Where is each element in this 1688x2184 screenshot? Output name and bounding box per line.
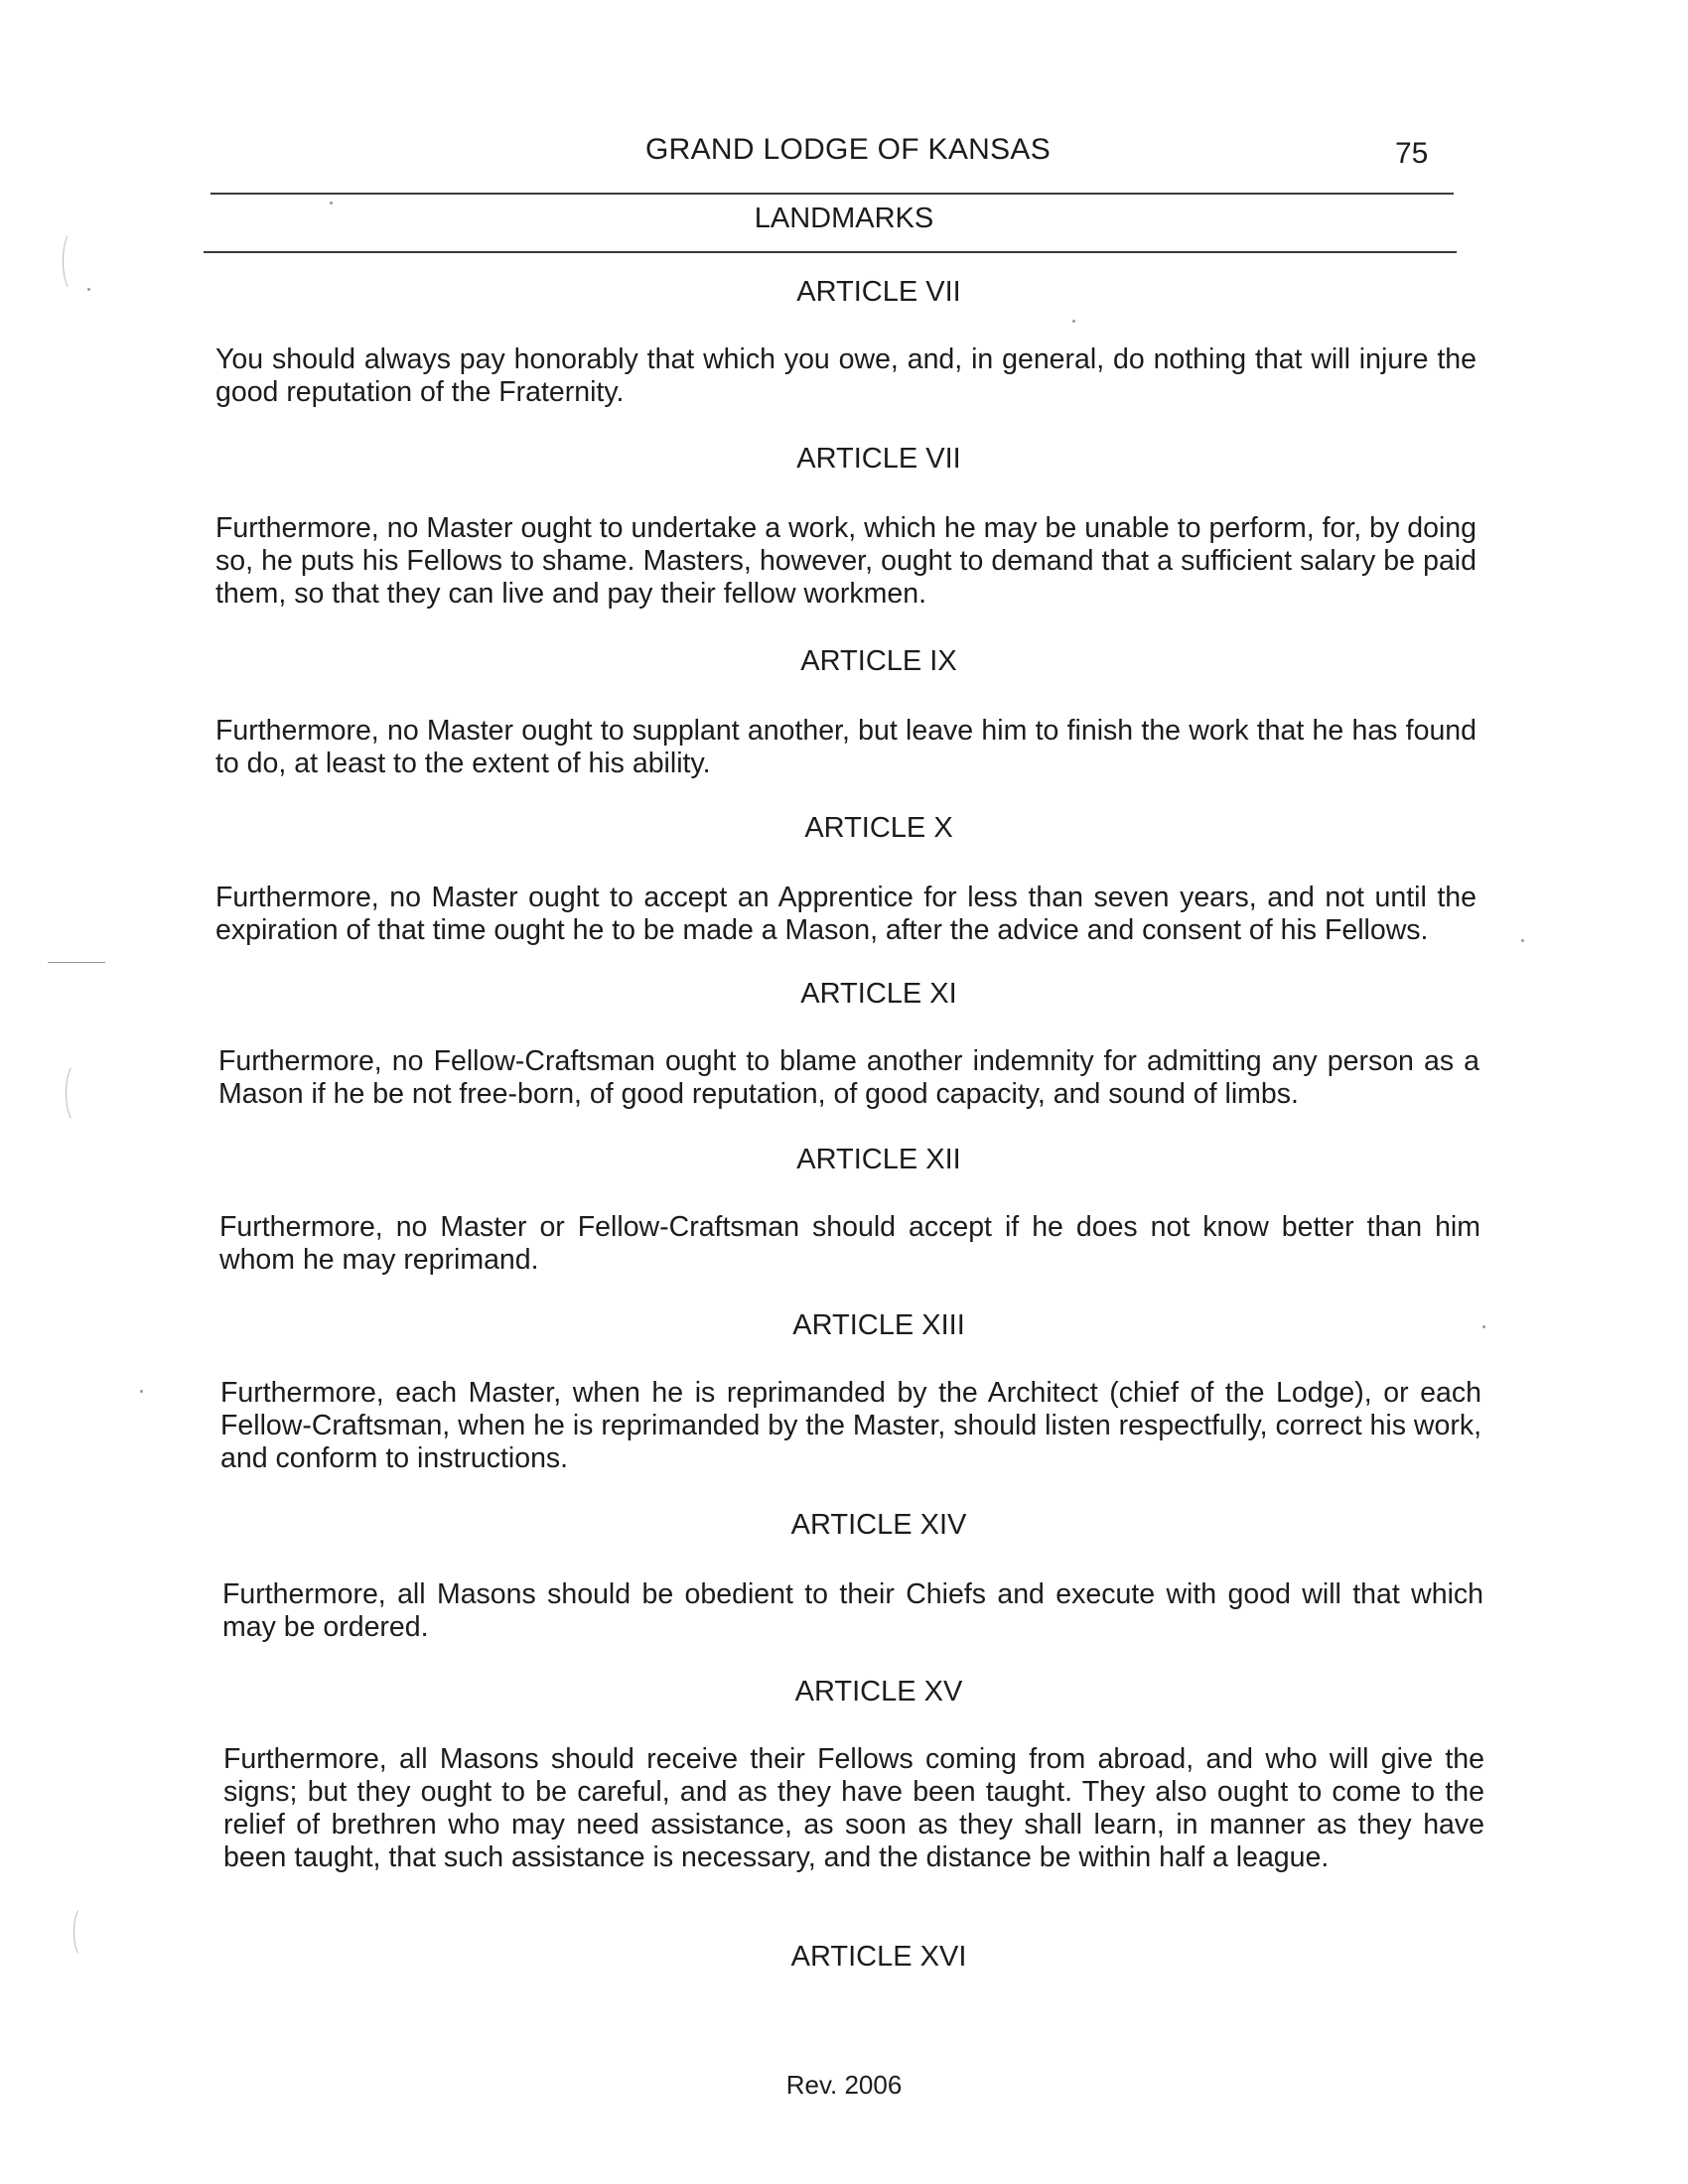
article-heading: ARTICLE XV bbox=[794, 1676, 963, 1707]
header-rule-top bbox=[211, 193, 1454, 195]
scan-speck bbox=[1521, 939, 1524, 942]
article-text: Furthermore, no Master or Fellow-Craftsman should accept if he does not know better than him whom he may reprimand. bbox=[219, 1211, 1480, 1276]
article-heading: ARTICLE VII bbox=[796, 443, 961, 475]
scan-line-artifact bbox=[48, 962, 105, 963]
header-rule-bottom bbox=[204, 251, 1457, 253]
article-text: Furthermore, each Master, when he is reprimanded by the Architect (chief of the Lodge), or each Fellow-Craftsman, when he is reprimanded by the Master, should listen respectfully, correct his work, and conform to instructions. bbox=[220, 1377, 1481, 1474]
scan-speck bbox=[140, 1390, 143, 1393]
section-title: LANDMARKS bbox=[754, 203, 934, 234]
footer-revision: Rev. 2006 bbox=[785, 2070, 903, 2100]
article-heading: ARTICLE XIII bbox=[792, 1309, 965, 1341]
article-heading: ARTICLE XII bbox=[796, 1144, 961, 1175]
article-heading: ARTICLE XI bbox=[800, 978, 957, 1010]
article-text: Furthermore, no Master ought to supplant another, but leave him to finish the work that he has found to do, at least to the extent of his ability. bbox=[215, 715, 1477, 779]
article-text: Furthermore, all Masons should be obedient to their Chiefs and execute with good will that which may be ordered. bbox=[222, 1578, 1483, 1643]
article-text: Furthermore, no Master ought to undertake a work, which he may be unable to perform, for, by doing so, he puts his Fellows to shame. Masters, however, ought to demand that a sufficient salary be paid them, so that they can live and pay their fellow workmen. bbox=[215, 512, 1477, 610]
article-heading: ARTICLE XVI bbox=[790, 1941, 967, 1973]
binder-hole-mark-2 bbox=[66, 1062, 88, 1124]
article-heading: ARTICLE VII bbox=[796, 276, 961, 308]
scan-speck bbox=[1072, 320, 1075, 323]
article-heading: ARTICLE XIV bbox=[790, 1509, 967, 1541]
article-heading: ARTICLE IX bbox=[800, 645, 957, 677]
article-text: Furthermore, no Fellow-Craftsman ought to blame another indemnity for admitting any person as a Mason if he be not free-born, of good reputation, of good capacity, and sound of limbs. bbox=[218, 1045, 1479, 1110]
page-number: 75 bbox=[1395, 137, 1429, 170]
article-text: Furthermore, all Masons should receive their Fellows coming from abroad, and who will give the signs; but they ought to be careful, and as they have been taught. They also ought to come to the relief of brethren who may need assistance, as soon as they shall learn, in manner as they have been taught, that such assistance is necessary, and the distance be within half a league. bbox=[223, 1743, 1484, 1873]
article-text: Furthermore, no Master ought to accept an Apprentice for less than seven years, and not until the expiration of that time ought he to be made a Mason, after the advice and consent of his Fellows. bbox=[215, 882, 1477, 946]
article-text: You should always pay honorably that which you owe, and, in general, do nothing that will injure the good reputation of the Fraternity. bbox=[215, 343, 1477, 408]
header-title: GRAND LODGE OF KANSAS bbox=[645, 133, 1052, 166]
article-heading: ARTICLE X bbox=[804, 812, 953, 844]
